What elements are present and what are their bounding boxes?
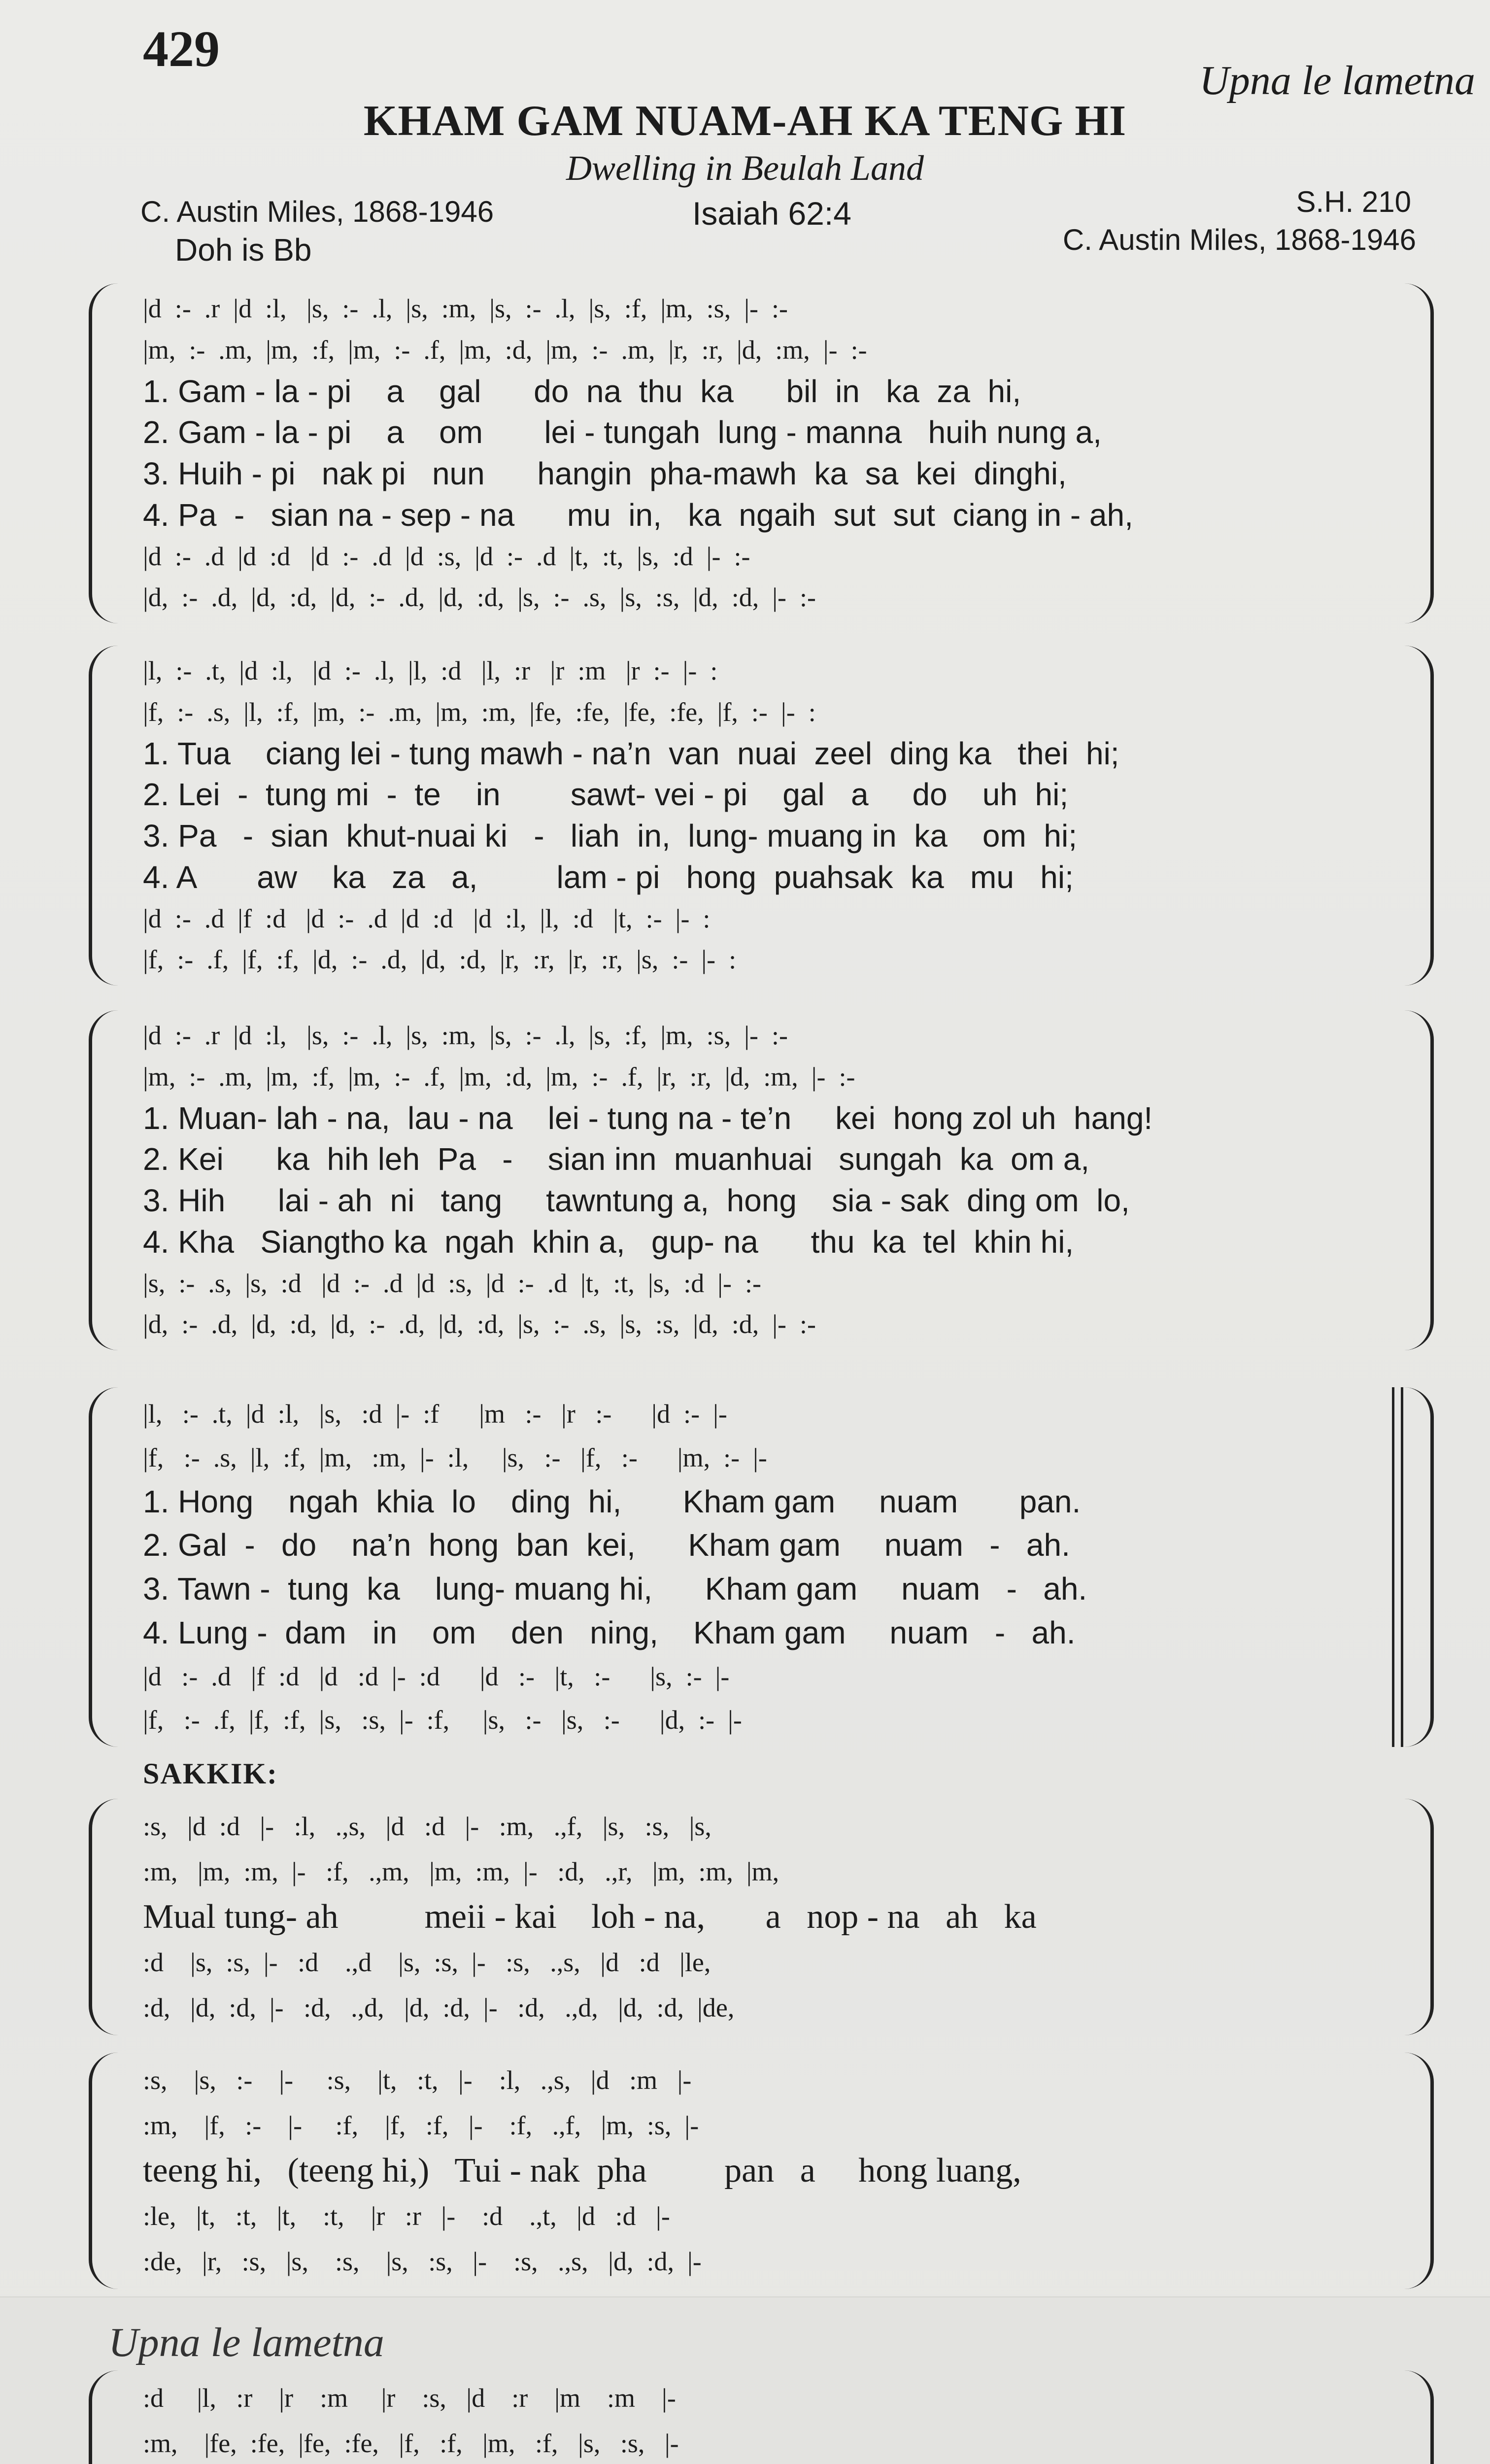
lyric-line: 1. Muan- lah - na, lau - na lei - tung na - te’n kei hong zol uh hang! [143, 1100, 1153, 1136]
lyric-line: 2. Kei ka hih leh Pa - sian inn muanhuai sungah ka om a, [143, 1141, 1090, 1177]
system-brace-right [1401, 1387, 1434, 1747]
solfa-line: |s, :- .s, |s, :d |d :- .d |d :s, |d :- .d |t, :t, |s, :d |- :- [143, 1268, 761, 1298]
lyric-line: teeng hi, (teeng hi,) Tui - nak pha pan a hong luang, [143, 2152, 1021, 2190]
hymnal-reference: S.H. 210 [1296, 185, 1411, 218]
lyric-line: 3. Hih lai - ah ni tang tawntung a, hong sia - sak ding om lo, [143, 1183, 1130, 1218]
hymn-title: KHAM GAM NUAM-AH KA TENG HI [363, 97, 1127, 145]
scripture-reference: Isaiah 62:4 [692, 195, 851, 232]
solfa-line: |f, :- .f, |f, :f, |s, :s, |- :f, |s, :- |s, :- |d, :- |- [143, 1705, 742, 1735]
lyric-line: 3. Pa - sian khut-nuai ki - liah in, lung- muang in ka om hi; [143, 818, 1077, 854]
music-system-1 [89, 283, 1434, 623]
solfa-line: :d |l, :r |r :m |r :s, |d :r |m :m |- [143, 2383, 676, 2413]
system-brace-left [89, 2053, 122, 2289]
system-brace-right [1401, 2053, 1434, 2289]
solfa-line: :d |s, :s, |- :d .,d |s, :s, |- :s, .,s, |d :d |le, [143, 1948, 711, 1977]
system-brace-left [89, 283, 122, 623]
solfa-line: :s, |d :d |- :l, .,s, |d :d |- :m, .,f, |s, :s, |s, [143, 1812, 711, 1841]
hymn-subtitle: Dwelling in Beulah Land [566, 148, 924, 188]
solfa-line: |d :- .d |f :d |d :d |- :d |d :- |t, :- |s, :- |- [143, 1661, 730, 1691]
music-author: C. Austin Miles, 1868-1946 [1062, 223, 1416, 256]
lyric-line: 2. Gam - la - pi a om lei - tungah lung - manna huih nung a, [143, 414, 1102, 450]
solfa-line: |d, :- .d, |d, :d, |d, :- .d, |d, :d, |s, :- .s, |s, :s, |d, :d, |- :- [143, 1309, 816, 1339]
refrain-label: SAKKIK: [143, 1757, 278, 1790]
music-system-7 [89, 2370, 1434, 2464]
solfa-line: :d, |d, :d, |- :d, .,d, |d, :d, |- :d, .,d, |d, :d, |de, [143, 1993, 735, 2022]
solfa-line: :de, |r, :s, |s, :s, |s, :s, |- :s, .,s, |d, :d, |- [143, 2247, 702, 2276]
solfa-line: |m, :- .m, |m, :f, |m, :- .f, |m, :d, |m, :- .f, |r, :r, |d, :m, |- :- [143, 1061, 855, 1092]
words-author: C. Austin Miles, 1868-1946 [140, 195, 494, 228]
hymn-number: 429 [143, 21, 220, 77]
system-brace-right [1401, 1010, 1434, 1350]
solfa-line: |m, :- .m, |m, :f, |m, :- .f, |m, :d, |m, :- .m, |r, :r, |d, :m, |- :- [143, 335, 867, 365]
system-brace-left [89, 1799, 122, 2035]
lyric-line: 4. Lung - dam in om den ning, Kham gam nuam - ah. [143, 1614, 1076, 1650]
solfa-line: |l, :- .t, |d :l, |s, :d |- :f |m :- |r :- |d :- |- [143, 1399, 727, 1429]
music-system-2 [89, 646, 1434, 986]
solfa-line: |d :- .d |f :d |d :- .d |d :d |d :l, |l, :d |t, :- |- : [143, 903, 711, 933]
lyric-line: 3. Tawn - tung ka lung- muang hi, Kham gam nuam - ah. [143, 1571, 1087, 1607]
system-brace-right [1401, 1799, 1434, 2035]
system-brace-left [89, 1387, 122, 1747]
final-barline [1401, 1387, 1403, 1747]
music-system-3 [89, 1010, 1434, 1350]
music-system-5 [89, 1799, 1434, 2035]
lyric-line: 4. A aw ka za a, lam - pi hong puahsak ka mu hi; [143, 859, 1074, 895]
lower-running-title: Upna le lametna [108, 2320, 384, 2365]
lyric-line: 2. Lei - tung mi - te in sawt- vei - pi gal a do uh hi; [143, 777, 1069, 813]
solfa-line: |f, :- .s, |l, :f, |m, :- .m, |m, :m, |fe, :fe, |fe, :fe, |f, :- |- : [143, 697, 816, 727]
lyric-line: 1. Gam - la - pi a gal do na thu ka bil in ka za hi, [143, 373, 1021, 409]
final-barline [1392, 1387, 1394, 1747]
system-brace-right [1401, 646, 1434, 986]
system-brace-left [89, 2370, 122, 2464]
key-signature: Doh is Bb [175, 232, 312, 268]
solfa-line: :m, |m, :m, |- :f, .,m, |m, :m, |- :d, .,r, |m, :m, |m, [143, 1857, 779, 1886]
lyric-line: 1. Tua ciang lei - tung mawh - na’n van nuai zeel ding ka thei hi; [143, 735, 1119, 771]
running-title: Upna le lametna [1199, 58, 1475, 103]
solfa-line: :le, |t, :t, |t, :t, |r :r |- :d .,t, |d :d |- [143, 2201, 670, 2231]
music-system-6 [89, 2053, 1434, 2289]
solfa-line: |f, :- .s, |l, :f, |m, :m, |- :l, |s, :- |f, :- |m, :- |- [143, 1442, 767, 1472]
solfa-line: :m, |f, :- |- :f, |f, :f, |- :f, .,f, |m, :s, |- [143, 2111, 699, 2140]
system-brace-right [1401, 2370, 1434, 2464]
solfa-line: :m, |fe, :fe, |fe, :fe, |f, :f, |m, :f, |s, :s, |- [143, 2429, 679, 2458]
system-brace-left [89, 1010, 122, 1350]
solfa-line: |d, :- .d, |d, :d, |d, :- .d, |d, :d, |s, :- .s, |s, :s, |d, :d, |- :- [143, 582, 816, 613]
solfa-line: |l, :- .t, |d :l, |d :- .l, |l, :d |l, :r |r :m |r :- |- : [143, 656, 718, 685]
solfa-line: |f, :- .f, |f, :f, |d, :- .d, |d, :d, |r, :r, |r, :r, |s, :- |- : [143, 945, 737, 975]
solfa-line: |d :- .r |d :l, |s, :- .l, |s, :m, |s, :- .l, |s, :f, |m, :s, |- :- [143, 1021, 788, 1050]
lyric-line: 2. Gal - do na’n hong ban kei, Kham gam nuam - ah. [143, 1527, 1070, 1563]
solfa-line: |d :- .r |d :l, |s, :- .l, |s, :m, |s, :- .l, |s, :f, |m, :s, |- :- [143, 294, 788, 323]
lyric-line: Mual tung- ah meii - kai loh - na, a nop - na ah ka [143, 1898, 1037, 1936]
solfa-line: :s, |s, :- |- :s, |t, :t, |- :l, .,s, |d :m |- [143, 2065, 692, 2095]
solfa-line: |d :- .d |d :d |d :- .d |d :s, |d :- .d |t, :t, |s, :d |- :- [143, 541, 750, 571]
lyric-line: 1. Hong ngah khia lo ding hi, Kham gam nuam pan. [143, 1483, 1081, 1519]
lyric-line: 4. Pa - sian na - sep - na mu in, ka ngaih sut sut ciang in - ah, [143, 497, 1133, 533]
lyric-line: 3. Huih - pi nak pi nun hangin pha-mawh ka sa kei dinghi, [143, 456, 1067, 491]
lyric-line: 4. Kha Siangtho ka ngah khin a, gup- na thu ka tel khin hi, [143, 1224, 1074, 1260]
system-brace-right [1401, 283, 1434, 623]
music-system-4 [89, 1387, 1434, 1747]
system-brace-left [89, 646, 122, 986]
